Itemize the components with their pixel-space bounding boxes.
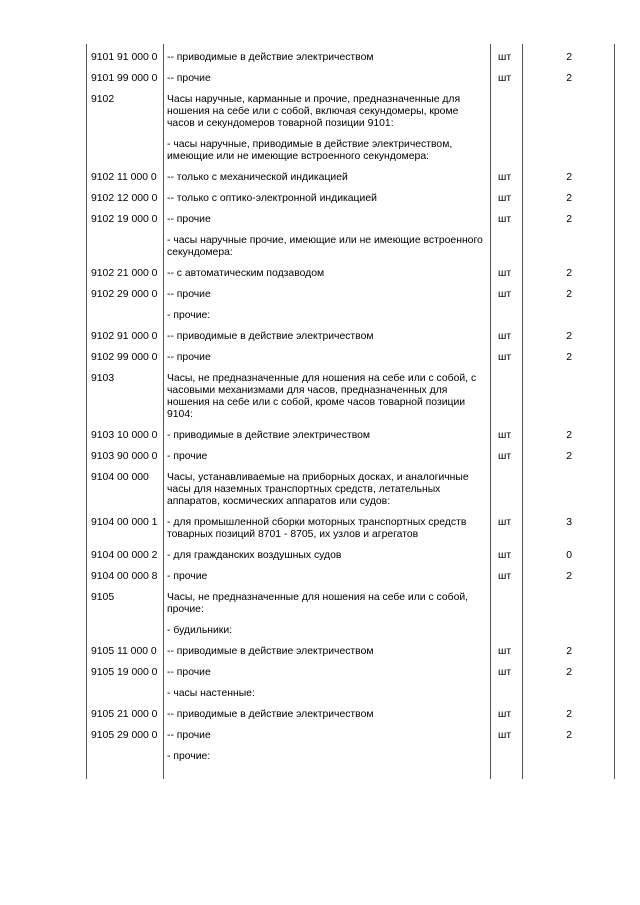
commodity-code-cell: [87, 134, 164, 167]
duty-rate-cell: 2: [523, 68, 615, 89]
table-row: [87, 641, 615, 662]
duty-rate-cell: 2: [523, 263, 615, 284]
commodity-code-cell: 9104 00 000 2: [87, 545, 164, 566]
unit-cell: шт: [491, 68, 523, 89]
unit-cell: шт: [491, 284, 523, 305]
table-row: [87, 305, 615, 326]
description-cell: -- прочие: [164, 209, 491, 230]
unit-cell: шт: [491, 326, 523, 347]
unit-cell: [491, 620, 523, 641]
unit-cell: [491, 89, 523, 134]
commodity-code-cell: [87, 683, 164, 704]
unit-cell: шт: [491, 425, 523, 446]
unit-cell: [491, 305, 523, 326]
duty-rate-cell: [523, 89, 615, 134]
duty-rate-cell: [523, 683, 615, 704]
table-row: [87, 347, 615, 368]
duty-rate-cell: 3: [523, 512, 615, 545]
duty-rate-cell: [523, 305, 615, 326]
table-row: [87, 425, 615, 446]
description-cell: - прочие: [164, 566, 491, 587]
table-row: [87, 545, 615, 566]
description-cell: -- прочие: [164, 725, 491, 746]
duty-rate-cell: 2: [523, 167, 615, 188]
unit-cell: [491, 683, 523, 704]
commodity-code-cell: 9102: [87, 89, 164, 134]
unit-cell: шт: [491, 167, 523, 188]
table-row: [87, 566, 615, 587]
unit-cell: [491, 230, 523, 263]
description-cell: - часы наручные, приводимые в действие электричеством, имеющие или не имеющие встроенного секундомера:: [164, 134, 491, 167]
unit-cell: [491, 587, 523, 620]
unit-cell: шт: [491, 446, 523, 467]
table-row: [87, 230, 615, 263]
table-row: [87, 263, 615, 284]
description-cell: -- только с оптико-электронной индикацией: [164, 188, 491, 209]
unit-cell: [491, 746, 523, 779]
description-cell: -- с автоматическим подзаводом: [164, 263, 491, 284]
description-cell: - часы наручные прочие, имеющие или не имеющие встроенного секундомера:: [164, 230, 491, 263]
description-cell: - для гражданских воздушных судов: [164, 545, 491, 566]
unit-cell: шт: [491, 44, 523, 68]
duty-rate-cell: 0: [523, 545, 615, 566]
description-cell: -- приводимые в действие электричеством: [164, 44, 491, 68]
commodity-code-cell: 9102 91 000 0: [87, 326, 164, 347]
commodity-code-cell: 9103 10 000 0: [87, 425, 164, 446]
unit-cell: шт: [491, 725, 523, 746]
unit-cell: шт: [491, 209, 523, 230]
table-row: [87, 284, 615, 305]
duty-rate-cell: 2: [523, 566, 615, 587]
description-cell: -- приводимые в действие электричеством: [164, 326, 491, 347]
unit-cell: шт: [491, 545, 523, 566]
duty-rate-cell: [523, 746, 615, 779]
description-cell: Часы наручные, карманные и прочие, предназначенные для ношения на себе или с собой, включая секундомеры, кроме часов и секундомеров товарной позиции 9101:: [164, 89, 491, 134]
commodity-code-cell: 9103: [87, 368, 164, 425]
unit-cell: шт: [491, 188, 523, 209]
unit-cell: шт: [491, 641, 523, 662]
commodity-code-cell: 9104 00 000: [87, 467, 164, 512]
duty-rate-cell: 2: [523, 44, 615, 68]
table-row: [87, 467, 615, 512]
duty-rate-cell: 2: [523, 704, 615, 725]
table-row: [87, 512, 615, 545]
duty-rate-cell: [523, 467, 615, 512]
duty-rate-cell: 2: [523, 662, 615, 683]
description-cell: -- приводимые в действие электричеством: [164, 641, 491, 662]
unit-cell: шт: [491, 512, 523, 545]
table-row: [87, 68, 615, 89]
duty-rate-cell: [523, 368, 615, 425]
duty-rate-cell: 2: [523, 641, 615, 662]
commodity-code-cell: 9101 91 000 0: [87, 44, 164, 68]
commodity-code-cell: 9105 29 000 0: [87, 725, 164, 746]
commodity-code-cell: 9102 19 000 0: [87, 209, 164, 230]
unit-cell: [491, 134, 523, 167]
table-row: [87, 446, 615, 467]
duty-rate-cell: 2: [523, 284, 615, 305]
description-cell: - прочие:: [164, 305, 491, 326]
commodity-code-cell: 9102 12 000 0: [87, 188, 164, 209]
commodity-code-cell: 9105 21 000 0: [87, 704, 164, 725]
table-row: [87, 209, 615, 230]
unit-cell: шт: [491, 263, 523, 284]
table-row: [87, 620, 615, 641]
commodity-code-cell: 9103 90 000 0: [87, 446, 164, 467]
table-row: [87, 167, 615, 188]
commodity-code-cell: 9104 00 000 1: [87, 512, 164, 545]
description-cell: - прочие:: [164, 746, 491, 779]
unit-cell: шт: [491, 704, 523, 725]
table-row: [87, 368, 615, 425]
commodity-code-cell: 9104 00 000 8: [87, 566, 164, 587]
unit-cell: шт: [491, 662, 523, 683]
table-row: [87, 188, 615, 209]
commodity-code-cell: [87, 620, 164, 641]
description-cell: -- прочие: [164, 68, 491, 89]
table-row: [87, 89, 615, 134]
description-cell: - для промышленной сборки моторных транспортных средств товарных позиций 8701 - 8705, их узлов и агрегатов: [164, 512, 491, 545]
table-row: [87, 587, 615, 620]
description-cell: Часы, не предназначенные для ношения на себе или с собой, с часовыми механизмами для часов, предназначенных для ношения на себе или с собой, кроме часов товарной позиции 9104:: [164, 368, 491, 425]
description-cell: - прочие: [164, 446, 491, 467]
table-row: [87, 662, 615, 683]
table-row: [87, 44, 615, 68]
unit-cell: [491, 368, 523, 425]
table-row: [87, 725, 615, 746]
commodity-code-cell: 9105 19 000 0: [87, 662, 164, 683]
commodity-code-cell: 9105: [87, 587, 164, 620]
description-cell: Часы, устанавливаемые на приборных досках, и аналогичные часы для наземных транспортных средств, летательных аппаратов, космических аппаратов или судов:: [164, 467, 491, 512]
commodity-code-cell: 9105 11 000 0: [87, 641, 164, 662]
duty-rate-cell: [523, 587, 615, 620]
duty-rate-cell: [523, 620, 615, 641]
description-cell: -- только с механической индикацией: [164, 167, 491, 188]
commodity-code-cell: [87, 305, 164, 326]
commodity-code-cell: 9102 21 000 0: [87, 263, 164, 284]
description-cell: -- приводимые в действие электричеством: [164, 704, 491, 725]
commodity-code-cell: 9102 29 000 0: [87, 284, 164, 305]
duty-rate-cell: [523, 134, 615, 167]
unit-cell: [491, 467, 523, 512]
duty-rate-cell: 2: [523, 188, 615, 209]
unit-cell: шт: [491, 347, 523, 368]
description-cell: -- прочие: [164, 662, 491, 683]
duty-rate-cell: 2: [523, 326, 615, 347]
description-cell: Часы, не предназначенные для ношения на себе или с собой, прочие:: [164, 587, 491, 620]
commodity-code-cell: [87, 746, 164, 779]
duty-rate-cell: 2: [523, 725, 615, 746]
duty-rate-cell: 2: [523, 209, 615, 230]
duty-rate-cell: [523, 230, 615, 263]
unit-cell: шт: [491, 566, 523, 587]
description-cell: - приводимые в действие электричеством: [164, 425, 491, 446]
commodity-code-cell: 9101 99 000 0: [87, 68, 164, 89]
commodity-code-cell: 9102 99 000 0: [87, 347, 164, 368]
table-row: [87, 683, 615, 704]
tariff-table: [86, 44, 615, 779]
duty-rate-cell: 2: [523, 446, 615, 467]
table-row: [87, 746, 615, 779]
duty-rate-cell: 2: [523, 425, 615, 446]
description-cell: - часы настенные:: [164, 683, 491, 704]
description-cell: - будильники:: [164, 620, 491, 641]
description-cell: -- прочие: [164, 347, 491, 368]
tariff-table-body: [87, 44, 615, 779]
commodity-code-cell: [87, 230, 164, 263]
table-row: [87, 326, 615, 347]
description-cell: -- прочие: [164, 284, 491, 305]
duty-rate-cell: 2: [523, 347, 615, 368]
table-row: [87, 704, 615, 725]
table-row: [87, 134, 615, 167]
commodity-code-cell: 9102 11 000 0: [87, 167, 164, 188]
